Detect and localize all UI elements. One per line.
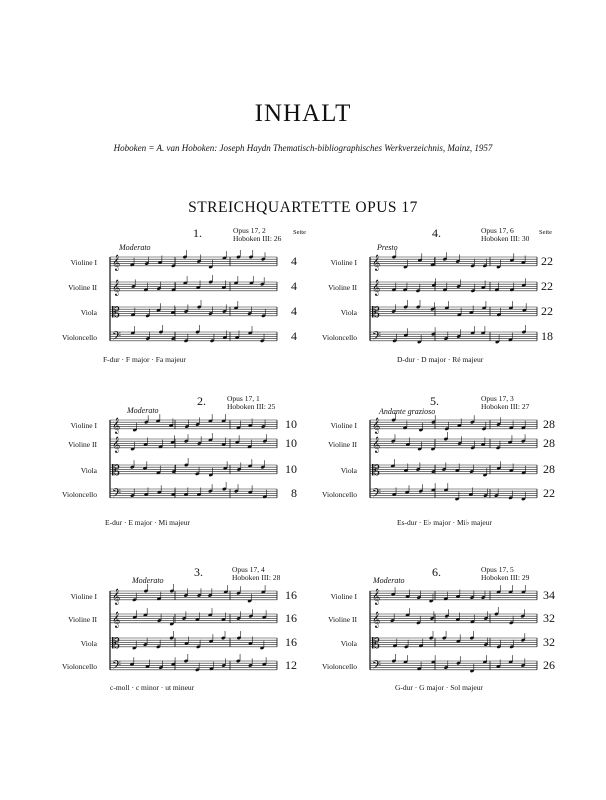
- svg-text:𝄞: 𝄞: [112, 254, 121, 271]
- key-signature-label: G-dur · G major · Sol majeur: [395, 683, 483, 692]
- page-column-label: Seite: [539, 229, 552, 236]
- page-number: 32: [543, 635, 555, 649]
- tempo-marking: Moderato: [127, 406, 159, 415]
- svg-text:𝄢: 𝄢: [112, 329, 122, 346]
- instrument-violin-1: Violine I: [330, 258, 357, 267]
- instrument-viola: Viola: [340, 308, 357, 317]
- instrument-violin-1: Violine I: [70, 421, 97, 430]
- svg-text:𝄞: 𝄞: [112, 279, 121, 296]
- instrument-viola: Viola: [340, 639, 357, 648]
- instrument-violin-1: Violine I: [70, 592, 97, 601]
- page-number: 34: [543, 588, 555, 602]
- instrument-violin-2: Violine II: [68, 440, 97, 449]
- tempo-marking: Moderato: [132, 576, 164, 585]
- page-number: 4: [291, 304, 297, 318]
- svg-text:𝄞: 𝄞: [112, 436, 121, 453]
- key-signature-label: Es-dur · E♭ major · Mi♭ majeur: [397, 518, 492, 527]
- opus-label: Opus 17, 4 Hoboken III: 28: [232, 565, 281, 582]
- instrument-violin-1: Violine I: [330, 592, 357, 601]
- page-number: 10: [285, 417, 297, 431]
- svg-text:𝄡: 𝄡: [112, 304, 120, 321]
- incipit-number: 2.: [197, 394, 206, 408]
- svg-text:𝄢: 𝄢: [372, 329, 382, 346]
- incipit-1: [55, 226, 315, 376]
- svg-text:𝄡: 𝄡: [372, 462, 380, 479]
- page-number: 4: [291, 329, 297, 343]
- tempo-marking: Presto: [377, 243, 398, 252]
- page-number: 8: [291, 486, 297, 500]
- instrument-cello: Violoncello: [322, 333, 357, 342]
- incipit-number: 4.: [432, 226, 441, 240]
- instrument-violin-1: Violine I: [330, 421, 357, 430]
- page-number: 28: [543, 436, 555, 450]
- svg-text:𝄡: 𝄡: [372, 635, 380, 652]
- page-number: 22: [541, 304, 553, 318]
- page-number: 32: [543, 611, 555, 625]
- instrument-violin-2: Violine II: [328, 615, 357, 624]
- incipit-5: [315, 394, 575, 544]
- page-number: 22: [541, 279, 553, 293]
- svg-text:𝄞: 𝄞: [112, 611, 121, 628]
- incipit-number: 5.: [430, 394, 439, 408]
- page-number: 4: [291, 279, 297, 293]
- instrument-violin-2: Violine II: [328, 283, 357, 292]
- incipit-number: 6.: [432, 565, 441, 579]
- page-number: 10: [285, 436, 297, 450]
- opus-label: Opus 17, 3 Hoboken III: 27: [481, 394, 530, 411]
- incipit-number: 1.: [193, 226, 202, 240]
- svg-text:𝄞: 𝄞: [372, 436, 381, 453]
- svg-text:𝄞: 𝄞: [112, 417, 121, 434]
- page-number: 4: [291, 254, 297, 268]
- svg-text:𝄞: 𝄞: [372, 588, 381, 605]
- svg-text:𝄞: 𝄞: [372, 611, 381, 628]
- instrument-cello: Violoncello: [62, 662, 97, 671]
- instrument-cello: Violoncello: [322, 490, 357, 499]
- page-number: 28: [543, 462, 555, 476]
- svg-text:𝄞: 𝄞: [372, 417, 381, 434]
- page-number: 22: [541, 254, 553, 268]
- tempo-marking: Andante grazioso: [379, 407, 436, 416]
- music-staff-system: [315, 394, 575, 534]
- svg-text:𝄞: 𝄞: [112, 588, 121, 605]
- instrument-viola: Viola: [80, 639, 97, 648]
- instrument-cello: Violoncello: [62, 333, 97, 342]
- svg-text:𝄡: 𝄡: [112, 635, 120, 652]
- svg-text:𝄢: 𝄢: [372, 658, 382, 675]
- opus-label: Opus 17, 2 Hoboken III: 26: [233, 226, 282, 243]
- incipit-4: [315, 226, 575, 376]
- instrument-violin-2: Violine II: [68, 615, 97, 624]
- opus-label: Opus 17, 5 Hoboken III: 29: [481, 565, 530, 582]
- key-signature-label: F-dur · F major · Fa majeur: [103, 355, 186, 364]
- key-signature-label: E-dur · E major · Mi majeur: [105, 518, 190, 527]
- key-signature-label: D-dur · D major · Ré majeur: [397, 355, 484, 364]
- music-staff-system: [55, 226, 315, 366]
- svg-text:𝄡: 𝄡: [112, 462, 120, 479]
- instrument-violin-2: Violine II: [68, 283, 97, 292]
- page-number: 12: [285, 658, 297, 672]
- page-number: 16: [285, 611, 297, 625]
- svg-text:𝄡: 𝄡: [372, 304, 380, 321]
- page-number: 28: [543, 417, 555, 431]
- page-number: 26: [543, 658, 555, 672]
- incipit-number: 3.: [194, 565, 203, 579]
- instrument-viola: Viola: [340, 466, 357, 475]
- hoboken-reference: Hoboken = A. van Hoboken: Joseph Haydn Thematisch-bibliographisches Werkverzeichnis, Mainz, 1957: [113, 143, 493, 153]
- page-number: 22: [543, 486, 555, 500]
- opus-label: Opus 17, 6 Hoboken III: 30: [481, 226, 530, 243]
- page-number: 16: [285, 635, 297, 649]
- music-staff-system: [315, 226, 575, 366]
- page-column-label: Seite: [293, 229, 306, 236]
- svg-text:𝄢: 𝄢: [112, 658, 122, 675]
- incipit-2: [55, 394, 315, 544]
- page-title: INHALT: [254, 100, 352, 127]
- svg-text:𝄞: 𝄞: [372, 254, 381, 271]
- key-signature-label: c-moll · c minor · ut mineur: [110, 683, 195, 692]
- svg-text:𝄢: 𝄢: [112, 486, 122, 503]
- tempo-marking: Moderato: [119, 243, 151, 252]
- instrument-cello: Violoncello: [62, 490, 97, 499]
- instrument-cello: Violoncello: [322, 662, 357, 671]
- incipit-3: [55, 565, 315, 715]
- instrument-violin-2: Violine II: [328, 440, 357, 449]
- instrument-violin-1: Violine I: [70, 258, 97, 267]
- page-number: 16: [285, 588, 297, 602]
- tempo-marking: Moderato: [373, 576, 405, 585]
- section-title: STREICHQUARTETTE OPUS 17: [188, 199, 418, 216]
- page-number: 18: [541, 329, 553, 343]
- instrument-viola: Viola: [80, 308, 97, 317]
- music-staff-system: [55, 394, 315, 534]
- svg-text:𝄢: 𝄢: [372, 486, 382, 503]
- instrument-viola: Viola: [80, 466, 97, 475]
- incipit-6: [315, 565, 575, 715]
- svg-text:𝄞: 𝄞: [372, 279, 381, 296]
- opus-label: Opus 17, 1 Hoboken III: 25: [227, 394, 276, 411]
- page-number: 10: [285, 462, 297, 476]
